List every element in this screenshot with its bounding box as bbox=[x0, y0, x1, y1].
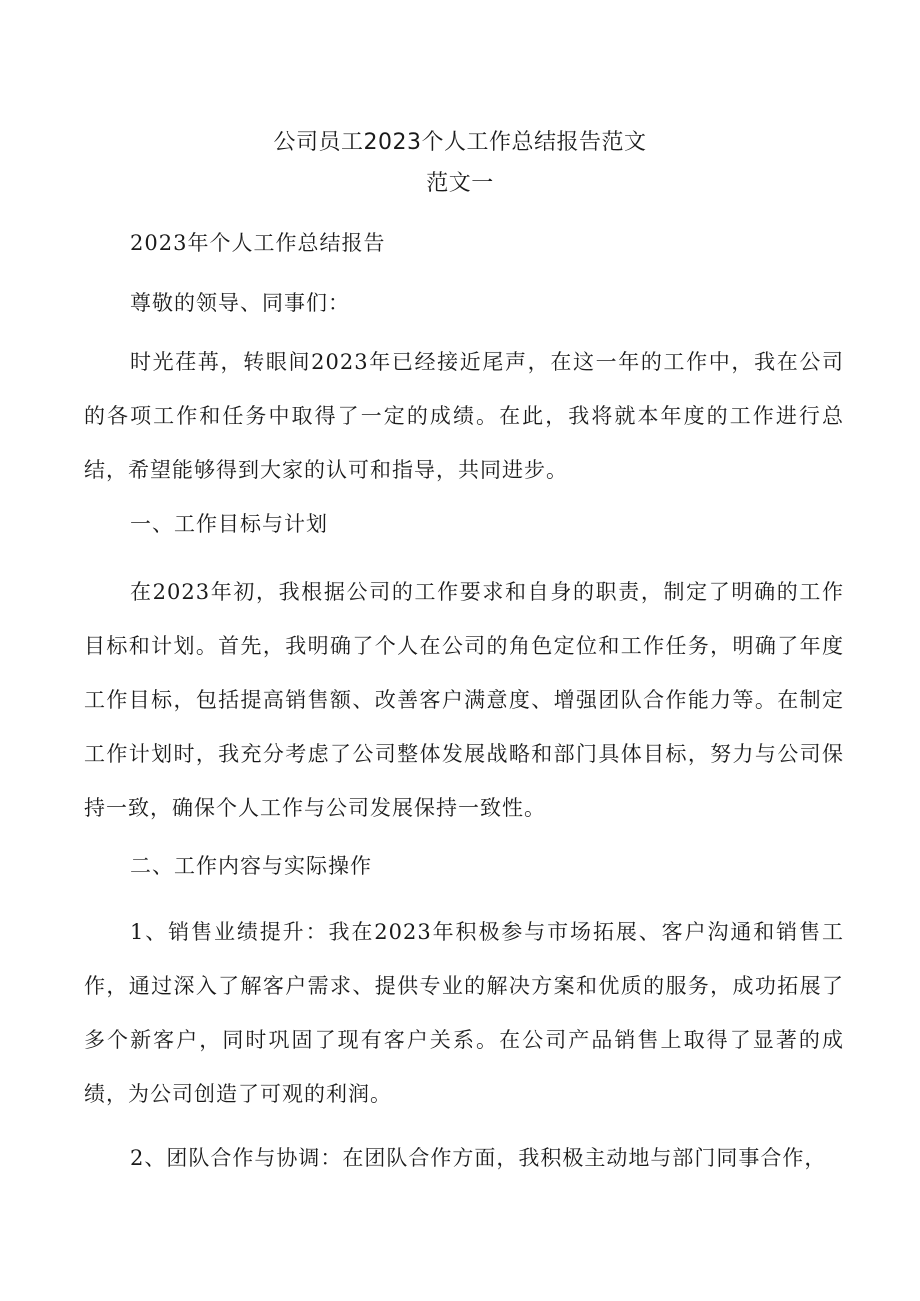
item-2-paragraph: 2、团队合作与协调：在团队合作方面，我积极主动地与部门同事合作， bbox=[130, 1146, 827, 1170]
document-subtitle: 范文一 bbox=[426, 171, 494, 196]
intro-paragraph: 时光荏苒，转眼间2023年已经接近尾声，在这一年的工作中，我在公司的各项工作和任务中取得了一定的成绩。在此，我将就本年度的工作进行总结，希望能够得到大家的认可和指导，共同进步。 bbox=[84, 350, 844, 482]
document-title: 公司员工2023个人工作总结报告范文 bbox=[273, 130, 647, 155]
greeting-paragraph: 尊敬的领导、同事们： bbox=[130, 291, 350, 315]
report-heading: 2023年个人工作总结报告 bbox=[130, 231, 386, 255]
section-1-title: 一、工作目标与计划 bbox=[130, 512, 328, 536]
section-2-title: 二、工作内容与实际操作 bbox=[130, 854, 372, 878]
item-1-paragraph: 1、销售业绩提升：我在2023年积极参与市场拓展、客户沟通和销售工作，通过深入了解客户需求、提供专业的解决方案和优质的服务，成功拓展了多个新客户，同时巩固了现有客户关系。在公司产品销售上取得了显著的成绩，为公司创造了可观的利润。 bbox=[84, 920, 844, 1106]
section-1-body: 在2023年初，我根据公司的工作要求和自身的职责，制定了明确的工作目标和计划。首先，我明确了个人在公司的角色定位和工作任务，明确了年度工作目标，包括提高销售额、改善客户满意度、增强团队合作能力等。在制定工作计划时，我充分考虑了公司整体发展战略和部门具体目标，努力与公司保持一致，确保个人工作与公司发展保持一致性。 bbox=[84, 580, 844, 820]
